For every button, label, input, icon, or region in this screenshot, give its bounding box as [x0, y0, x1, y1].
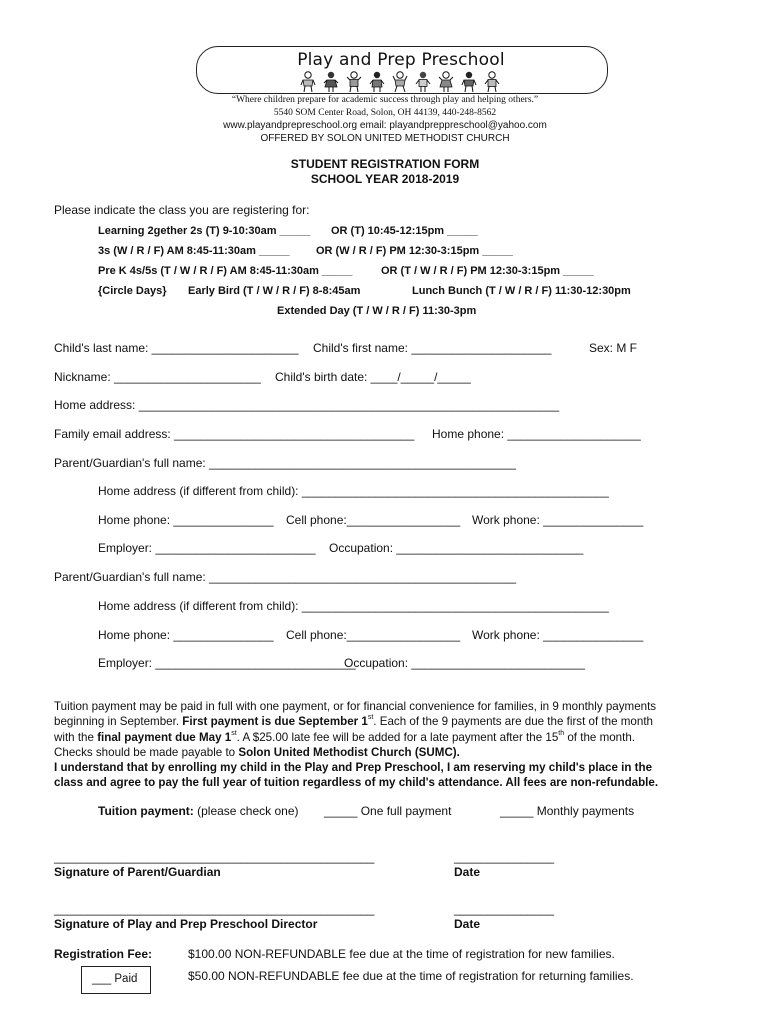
children-logo — [300, 71, 500, 93]
parent-signature-line[interactable]: ________________________________________________ — [54, 850, 375, 864]
class-option-3s-am[interactable]: 3s (W / R / F) AM 8:45-11:30am _____ — [98, 245, 290, 257]
class-option-2s-late[interactable]: OR (T) 10:45-12:15pm _____ — [331, 225, 478, 237]
tuition-line-5: I understand that by enrolling my child in the Play and Prep Preschool, I am reserving my child's place in the — [54, 761, 653, 775]
home-address-field[interactable]: Home address: _______________________________________________________________ — [54, 398, 560, 412]
parent-date-label: Date — [454, 865, 481, 879]
class-option-prek-pm[interactable]: OR (T / W / R / F) PM 12:30-3:15pm _____ — [381, 265, 594, 277]
birth-date-field[interactable]: Child's birth date: ____/_____/_____ — [275, 370, 471, 384]
guardian1-address-field[interactable]: Home address (if different from child): ______________________________________________ — [98, 484, 609, 498]
director-signature-label: Signature of Play and Prep Preschool Director — [54, 917, 318, 931]
child-figure-icon — [323, 71, 339, 93]
parent-date-line[interactable]: _______________ — [454, 850, 555, 864]
tuition-line-2: beginning in September. First payment is due September 1st. Each of the 9 payments are due the first of the month — [54, 714, 653, 729]
class-option-3s-pm[interactable]: OR (W / R / F) PM 12:30-3:15pm _____ — [316, 245, 513, 257]
child-figure-icon — [461, 71, 477, 93]
child-figure-icon — [484, 71, 500, 93]
sex-field[interactable]: Sex: M F — [589, 341, 638, 355]
child-figure-icon — [300, 71, 316, 93]
child-first-name-field[interactable]: Child's first name: _____________________ — [313, 341, 552, 355]
director-signature-line[interactable]: ________________________________________________ — [54, 902, 375, 916]
fee-returning-families: $50.00 NON-REFUNDABLE fee due at the time of registration for returning families. — [188, 969, 634, 983]
guardian1-work-phone-field[interactable]: Work phone: _______________ — [472, 513, 644, 527]
child-figure-icon — [369, 71, 385, 93]
guardian2-employer-field[interactable]: Employer: ______________________________ — [98, 656, 356, 670]
guardian1-occupation-field[interactable]: Occupation: ____________________________ — [329, 541, 584, 555]
nickname-field[interactable]: Nickname: ______________________ — [54, 370, 261, 384]
class-option-early-bird[interactable]: Early Bird (T / W / R / F) 8-8:45am — [188, 285, 361, 297]
tagline: “Where children prepare for academic success through play and helping others.” — [231, 95, 539, 105]
tuition-line-3: with the final payment due May 1st. A $25.00 late fee will be added for a late payment after the 15th of the month. — [54, 729, 636, 744]
class-option-lunch-bunch[interactable]: Lunch Bunch (T / W / R / F) 11:30-12:30pm — [412, 285, 631, 297]
tuition-option-monthly[interactable]: _____ Monthly payments — [500, 804, 635, 818]
tuition-line-4: Checks should be made payable to Solon United Methodist Church (SUMC). — [54, 745, 460, 759]
class-prompt: Please indicate the class you are registering for: — [54, 203, 310, 217]
school-year: SCHOOL YEAR 2018-2019 — [310, 172, 460, 186]
guardian1-home-phone-field[interactable]: Home phone: _______________ — [98, 513, 274, 527]
parent-signature-label: Signature of Parent/Guardian — [54, 865, 221, 879]
child-figure-icon — [415, 71, 431, 93]
class-option-extended-day[interactable]: Extended Day (T / W / R / F) 11:30-3pm — [277, 305, 477, 317]
form-title: STUDENT REGISTRATION FORM — [290, 157, 480, 171]
class-option-2s-early[interactable]: Learning 2gether 2s (T) 9-10:30am _____ — [98, 225, 311, 237]
child-figure-icon — [346, 71, 362, 93]
tuition-line-1: Tuition payment may be paid in full with one payment, or for financial convenience for families, in 9 monthly payments — [54, 700, 657, 713]
paid-label[interactable]: ___ Paid — [92, 973, 138, 985]
guardian2-home-phone-field[interactable]: Home phone: _______________ — [98, 628, 274, 642]
tuition-choice-label: Tuition payment: (please check one) — [98, 804, 299, 818]
registration-fee-label: Registration Fee: — [54, 947, 153, 961]
tuition-option-full[interactable]: _____ One full payment — [324, 804, 452, 818]
circle-days-label: {Circle Days} — [98, 285, 167, 297]
school-address: 5540 SOM Center Road, Solon, OH 44139, 440-248-8562 — [273, 108, 497, 118]
school-name: Play and Prep Preschool — [297, 50, 505, 70]
director-date-line[interactable]: _______________ — [454, 902, 555, 916]
child-last-name-field[interactable]: Child's last name: ______________________ — [54, 341, 299, 355]
home-phone-field[interactable]: Home phone: ____________________ — [432, 427, 641, 441]
guardian2-work-phone-field[interactable]: Work phone: _______________ — [472, 628, 644, 642]
child-figure-icon — [392, 71, 408, 93]
offered-by: OFFERED BY SOLON UNITED METHODIST CHURCH — [260, 133, 510, 144]
director-date-label: Date — [454, 917, 481, 931]
website-email: www.playandprepreschool.org email: playandpreppreschool@yahoo.com — [223, 120, 547, 131]
class-option-prek-am[interactable]: Pre K 4s/5s (T / W / R / F) AM 8:45-11:30am _____ — [98, 265, 353, 277]
fee-new-families: $100.00 NON-REFUNDABLE fee due at the time of registration for new families. — [188, 947, 615, 961]
guardian1-name-field[interactable]: Parent/Guardian's full name: ______________________________________________ — [54, 456, 517, 470]
guardian1-employer-field[interactable]: Employer: ________________________ — [98, 541, 316, 555]
tuition-line-6: class and agree to pay the full year of tuition regardless of my child's attendance. All fees are non-refundable. — [54, 776, 659, 790]
guardian1-cell-phone-field[interactable]: Cell phone:_________________ — [286, 513, 461, 527]
tuition-paragraph — [54, 699, 734, 791]
family-email-field[interactable]: Family email address: ____________________________________ — [54, 427, 415, 441]
guardian2-name-field[interactable]: Parent/Guardian's full name: ______________________________________________ — [54, 570, 517, 584]
guardian2-cell-phone-field[interactable]: Cell phone:_________________ — [286, 628, 461, 642]
guardian2-occupation-field[interactable]: Occupation: __________________________ — [344, 656, 585, 670]
child-figure-icon — [438, 71, 454, 93]
guardian2-address-field[interactable]: Home address (if different from child): ______________________________________________ — [98, 599, 609, 613]
